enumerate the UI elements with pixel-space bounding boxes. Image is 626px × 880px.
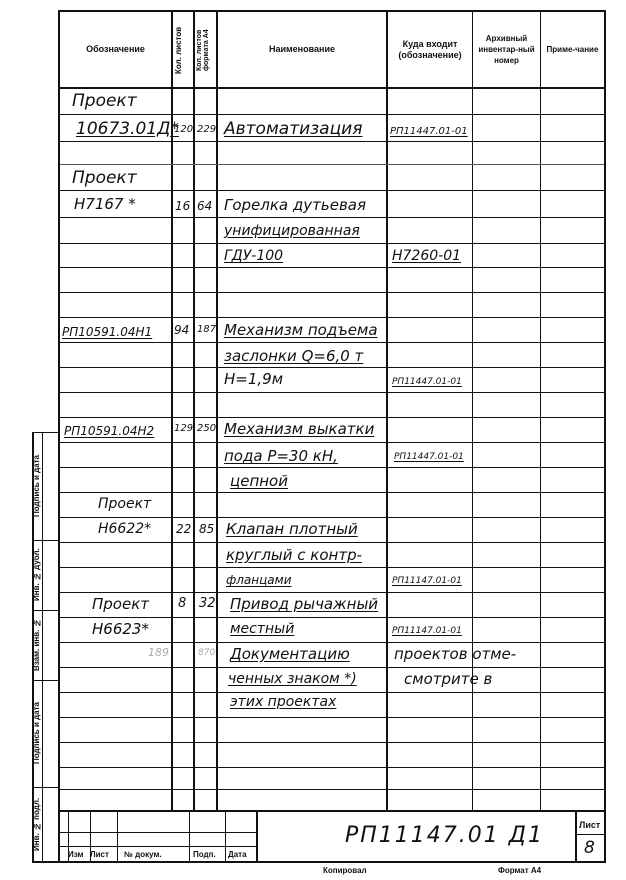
footer-copied: Копировал <box>323 866 367 875</box>
cell-sheets: 22 <box>176 522 192 536</box>
side-label-replace-inv: Взам. инв. № <box>32 618 41 672</box>
cell-name: ченных знаком *) <box>228 671 357 687</box>
cell-designation: Проект <box>92 595 150 613</box>
cell-where-used: РП11447.01-01 <box>394 452 464 462</box>
header-sheets-count: Кол. листов <box>174 26 183 74</box>
cell-designation: Проект <box>72 91 137 111</box>
cell-sheets-a4: 187 <box>197 324 217 335</box>
cell-name: пода Р=30 кН, <box>224 447 338 465</box>
cell-sheets: 129 <box>174 423 194 434</box>
cell-name: ГДУ-100 <box>224 248 284 264</box>
cell-where-used: РП11447.01-01 <box>390 126 468 137</box>
side-label-orig-inv: Инв. № подл. <box>32 797 41 851</box>
sheet-number: 8 <box>584 838 595 858</box>
cell-designation: Н7167 * <box>74 195 136 213</box>
side-label-signature-date-top: Подпись и дата <box>32 455 41 517</box>
cell-designation: Проект <box>98 496 152 512</box>
cell-sheets-a4: 64 <box>197 199 213 213</box>
cell-sheets: 120 <box>174 124 194 135</box>
title-col-doc: № докум. <box>124 850 162 859</box>
cell-where-used: РП11147.01-01 <box>392 626 462 636</box>
cell-where-used: проектов отме- <box>394 645 517 663</box>
cell-name: этих проектах <box>230 694 337 710</box>
cell-name: Горелка дутьевая <box>224 196 367 214</box>
doc-code: РП11147.01 Д1 <box>345 823 544 848</box>
cell-where-used: РП11147.01-01 <box>392 576 462 586</box>
cell-name: Документацию <box>230 645 350 663</box>
cell-name: цепной <box>230 472 288 490</box>
cell-name: Механизм подъема <box>224 321 378 339</box>
cell-name: фланцами <box>226 573 292 587</box>
cell-where-used: Н7260-01 <box>392 248 462 264</box>
cell-name: местный <box>230 621 295 637</box>
cell-designation: РП10591.04Н2 <box>64 424 155 438</box>
title-col-sign: Подп. <box>193 850 216 859</box>
side-label-dup-inv: Инв. № дубл. <box>32 548 41 602</box>
cell-designation: Н6622* <box>98 521 152 537</box>
footer-format: Формат А4 <box>498 866 542 875</box>
sheet-label: Лист <box>579 820 601 830</box>
cell-sheets: 94 <box>174 323 190 337</box>
header-archive-no: Архивный инвентар-ный номер <box>478 34 535 65</box>
cell-where-used: РП11447.01-01 <box>392 377 462 387</box>
title-col-list: Лист <box>90 850 109 859</box>
cell-name: Механизм выкатки <box>224 420 375 438</box>
cell-sheets-a4: 85 <box>199 522 215 536</box>
cell-name: Автоматизация <box>224 119 363 139</box>
cell-sheets: 189 <box>148 646 169 659</box>
cell-sheets-a4: 32 <box>199 596 216 611</box>
header-sheets-a4: Кол. листов формата А4 <box>196 29 210 71</box>
cell-designation: 10673.01Д* <box>76 119 179 139</box>
title-col-izm: Изм <box>68 850 84 859</box>
cell-sheets-a4: 250 <box>197 423 217 434</box>
side-label-signature-date-bottom: Подпись и дата <box>32 702 41 765</box>
cell-sheets-a4: 229 <box>197 124 217 135</box>
header-note: Приме-чание <box>546 45 599 54</box>
cell-name: Клапан плотный <box>226 520 358 538</box>
title-col-date: Дата <box>228 850 247 859</box>
cell-name: Н=1,9м <box>224 370 284 388</box>
header-where-used: Куда входит (обозначение) <box>398 38 462 60</box>
cell-sheets-a4: 870 <box>198 648 216 658</box>
cell-designation: Проект <box>72 168 137 188</box>
cell-designation: Н6623* <box>92 620 149 638</box>
cell-sheets: 8 <box>178 596 187 611</box>
header-name: Наименование <box>268 44 336 54</box>
cell-designation: РП10591.04Н1 <box>62 325 153 339</box>
header-designation: Обозначение <box>86 44 145 54</box>
cell-name: Привод рычажный <box>230 595 379 613</box>
cell-name: унифицированная <box>224 223 360 239</box>
cell-name: круглый с контр- <box>226 546 363 564</box>
cell-sheets: 16 <box>175 199 191 213</box>
cell-name: заслонки Q=6,0 т <box>224 347 364 365</box>
cell-where-used: смотрите в <box>404 670 493 688</box>
